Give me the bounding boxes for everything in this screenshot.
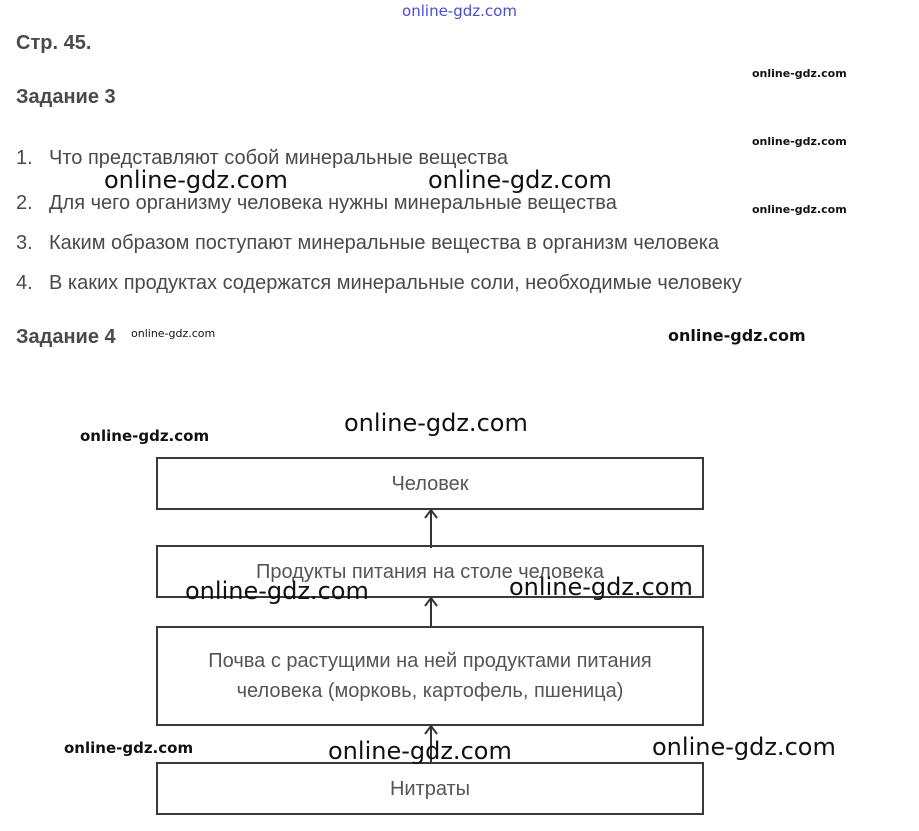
watermark: online-gdz.com [752, 203, 847, 216]
watermark: online-gdz.com [752, 135, 847, 148]
watermark: online-gdz.com [104, 166, 288, 194]
question-text: Что представляют собой минеральные вещества [49, 147, 508, 169]
task4-heading: Задание 4 [16, 326, 116, 348]
watermark: online-gdz.com [428, 166, 612, 194]
diagram-box-nitrates [156, 762, 704, 815]
watermark: online-gdz.com [652, 733, 836, 761]
diagram-box-soil [156, 626, 704, 726]
diagram-box-label: Продукты питания на столе человека [255, 560, 604, 583]
arrow-up-icon [422, 596, 440, 628]
watermark: online-gdz.com [668, 326, 806, 345]
arrow-up-icon [422, 508, 440, 548]
diagram-box-label: Нитраты [389, 777, 471, 800]
watermark: online-gdz.com [344, 409, 528, 437]
question-number: 3. [16, 232, 33, 254]
question-number: 2. [16, 192, 33, 214]
question-text: В каких продуктах содержатся минеральные соли, необходимые человеку [49, 272, 742, 294]
watermark: online-gdz.com [509, 573, 693, 601]
top-watermark: online-gdz.com [402, 2, 517, 20]
watermark: online-gdz.com [328, 737, 512, 765]
watermark: online-gdz.com [80, 427, 210, 445]
watermark: online-gdz.com [131, 327, 216, 340]
diagram-box-label: Человек [391, 472, 469, 495]
watermark: online-gdz.com [752, 67, 847, 80]
question-number: 4. [16, 272, 33, 294]
question-number: 1. [16, 147, 33, 169]
question-2 [16, 192, 617, 215]
question-text: Для чего организму человека нужны минеральные вещества [49, 192, 617, 214]
task3-heading: Задание 3 [16, 86, 116, 108]
page-reference: Стр. 45. [16, 32, 92, 54]
diagram-box-label-line2: человека (морковь, картофель, пшеница) [236, 680, 624, 702]
question-text: Каким образом поступают минеральные вещества в организм человека [49, 232, 720, 254]
watermark: online-gdz.com [64, 739, 194, 757]
question-4 [16, 272, 742, 295]
question-3 [16, 232, 719, 255]
diagram-box-human [156, 457, 704, 510]
diagram-box-label-line1: Почва с растущими на ней продуктами питания [208, 650, 652, 672]
watermark: online-gdz.com [185, 577, 369, 605]
